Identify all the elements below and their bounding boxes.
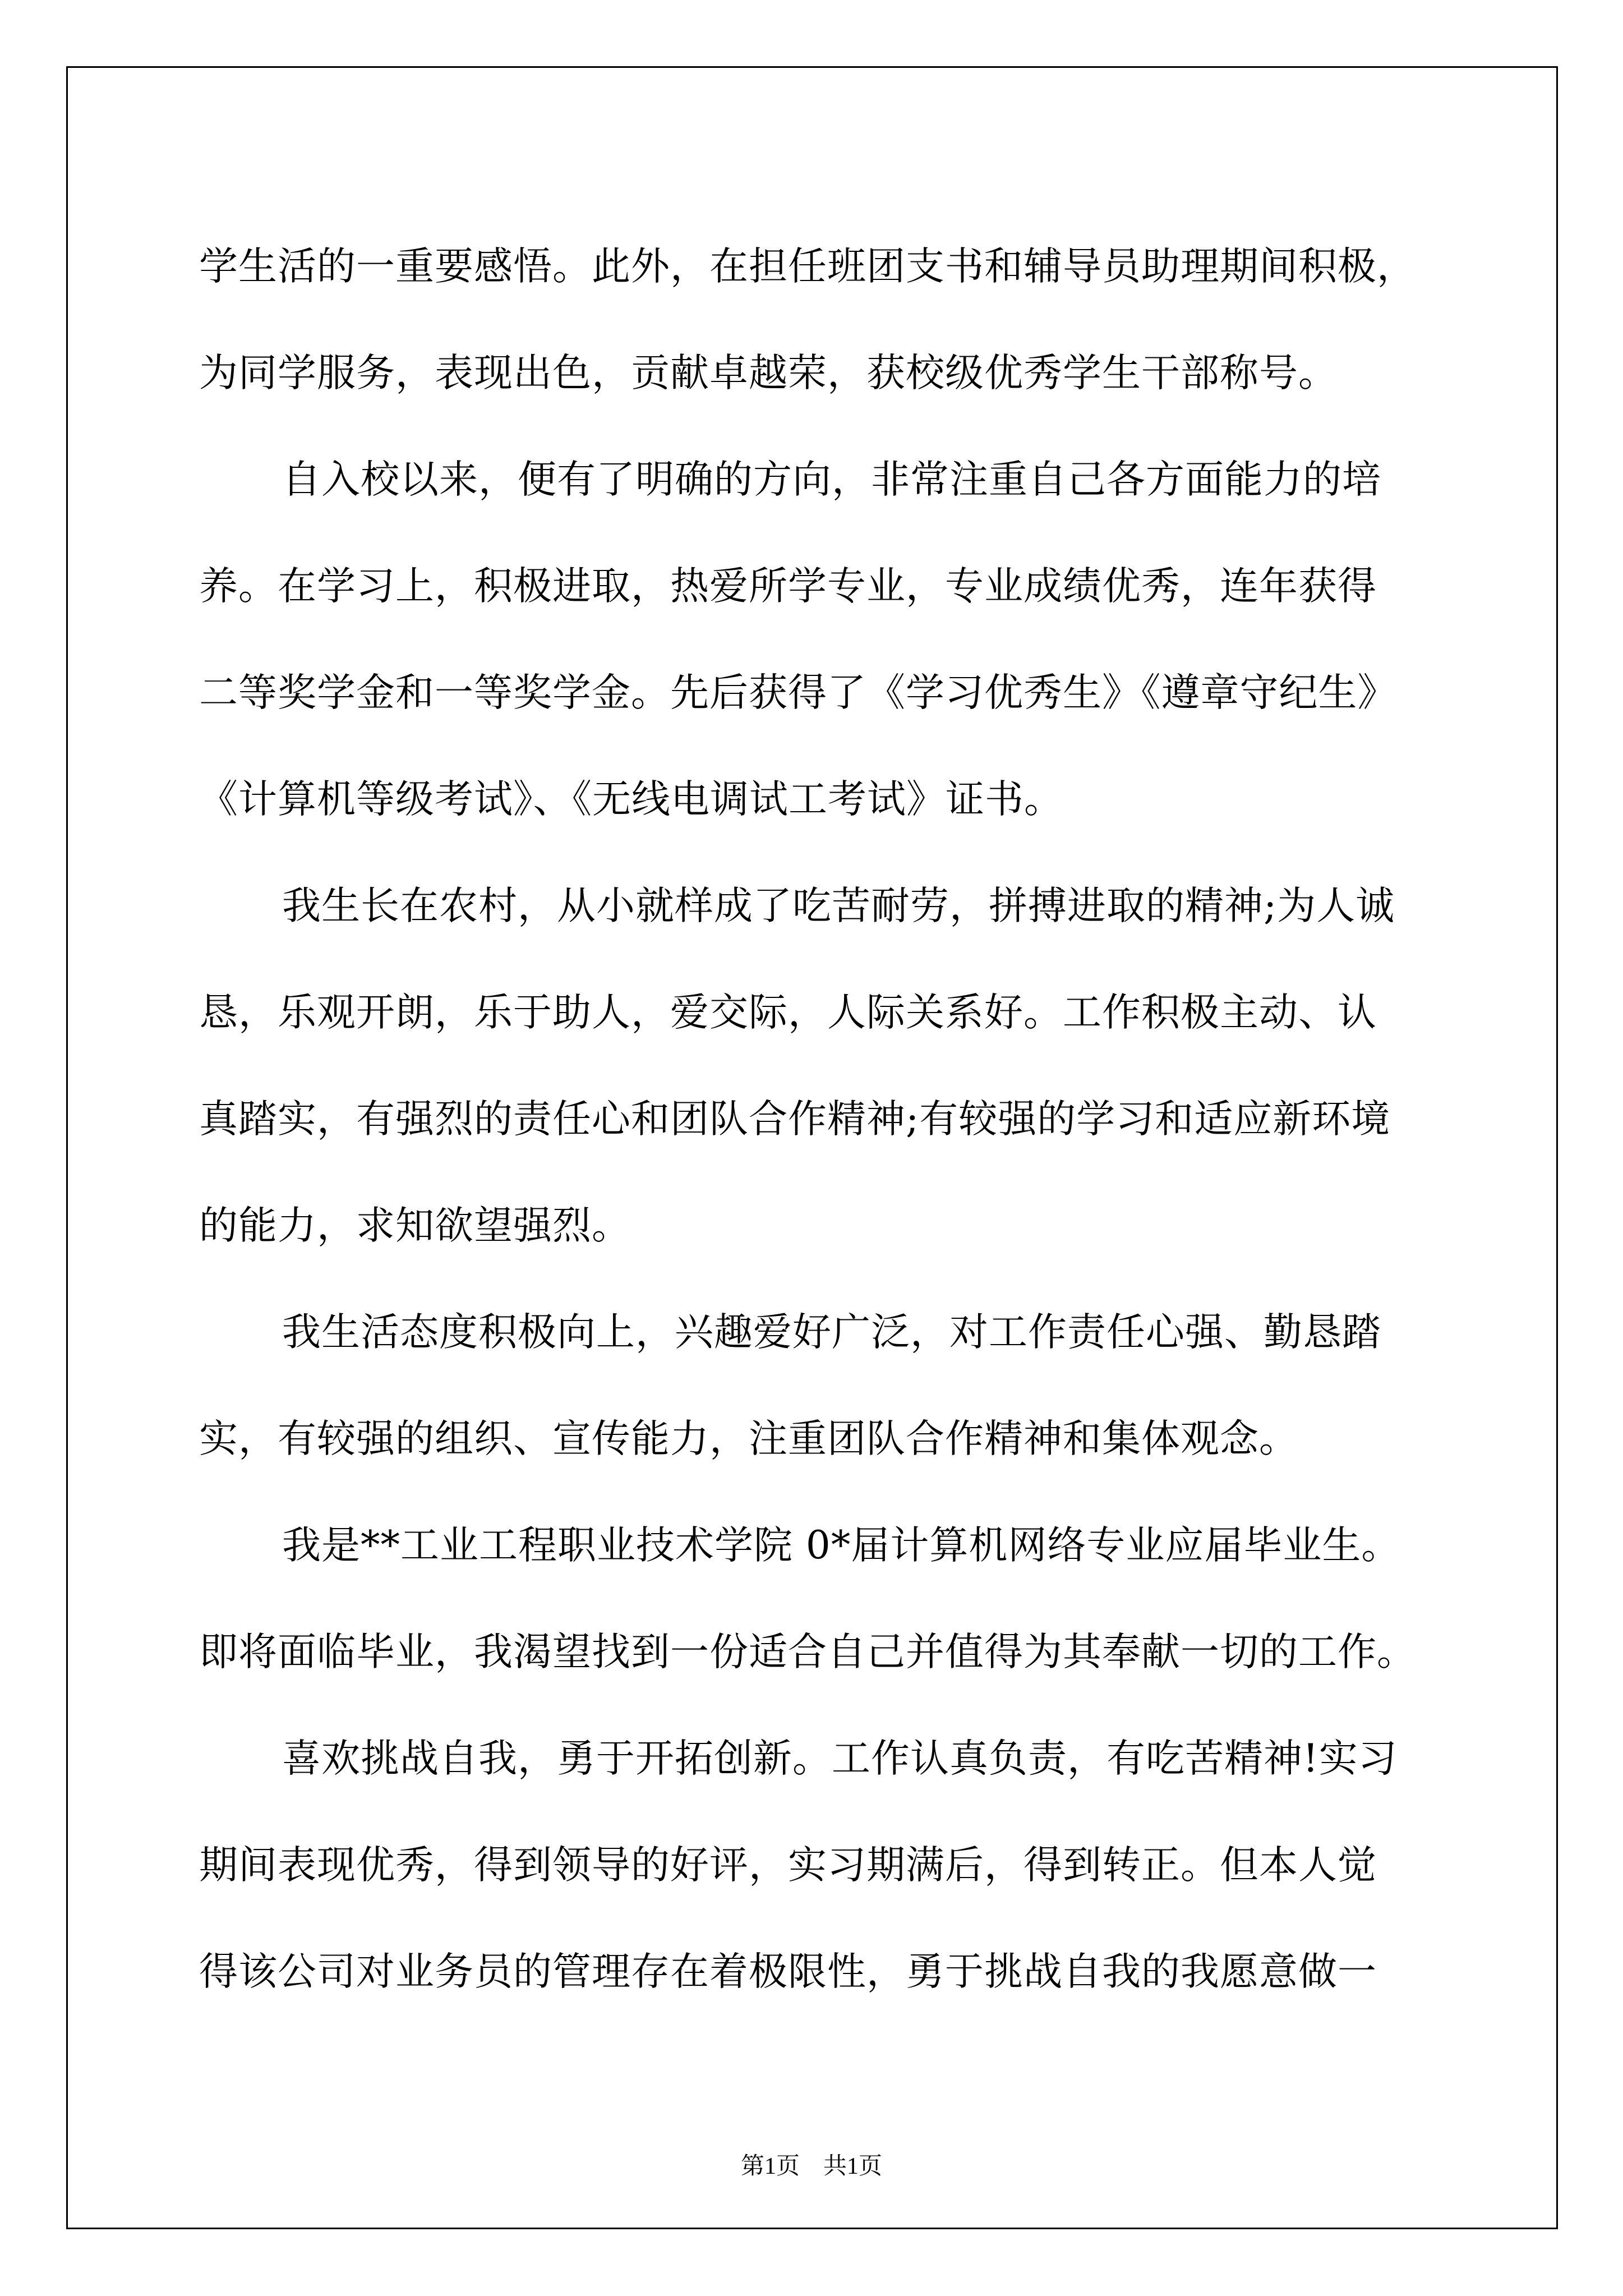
paragraph-3-line-3: 真踏实，有强烈的责任心和团队合作精神;有较强的学习和适应新环境 [199, 1097, 1391, 1142]
paragraph-2-line-4: 《计算机等级考试》、《无线电调试工考试》证书。 [199, 777, 1063, 822]
document-body [199, 213, 1433, 2025]
paragraph-2-line-3: 二等奖学金和一等奖学金。先后获得了《学习优秀生》《遵章守纪生》 [199, 670, 1397, 715]
paragraph-2-line-2: 养。在学习上，积极进取，热爱所学专业，专业成绩优秀，连年获得 [199, 564, 1377, 609]
paragraph-3-line-2: 恳，乐观开朗，乐于助人，爱交际，人际关系好。工作积极主动、认 [199, 990, 1377, 1035]
paragraph-2-line-1: 自入校以来，便有了明确的方向，非常注重自己各方面能力的培 [282, 457, 1381, 502]
paragraph-6-line-2: 期间表现优秀，得到领导的好评，实习期满后，得到转正。但本人觉 [199, 1843, 1377, 1888]
paragraph-4-line-1: 我生活态度积极向上，兴趣爱好广泛，对工作责任心强、勤恳踏 [282, 1310, 1381, 1355]
paragraph-6-line-3: 得该公司对业务员的管理存在着极限性，勇于挑战自我的我愿意做一 [199, 1949, 1377, 1994]
paragraph-5-line-1: 我是**工业工程职业技术学院 0*届计算机网络专业应届毕业生。 [282, 1523, 1401, 1568]
paragraph-3-line-4: 的能力，求知欲望强烈。 [199, 1203, 631, 1248]
paragraph-5-line-2: 即将面临毕业，我渴望找到一份适合自己并值得为其奉献一切的工作。 [199, 1630, 1416, 1674]
paragraph-3-line-1: 我生长在农村，从小就样成了吃苦耐劳，拼搏进取的精神;为人诚 [282, 884, 1395, 928]
paragraph-1-line-1: 学生活的一重要感悟。此外，在担任班团支书和辅导员助理期间积极， [199, 244, 1416, 289]
paragraph-6-line-1: 喜欢挑战自我，勇于开拓创新。工作认真负责，有吃苦精神!实习 [282, 1736, 1398, 1781]
paragraph-1-line-2: 为同学服务，表现出色，贡献卓越荣，获校级优秀学生干部称号。 [199, 351, 1338, 395]
paragraph-4-line-2: 实，有较强的组织、宣传能力，注重团队合作精神和集体观念。 [199, 1416, 1298, 1461]
page-number-footer: 第1页 共1页 [740, 2154, 882, 2179]
